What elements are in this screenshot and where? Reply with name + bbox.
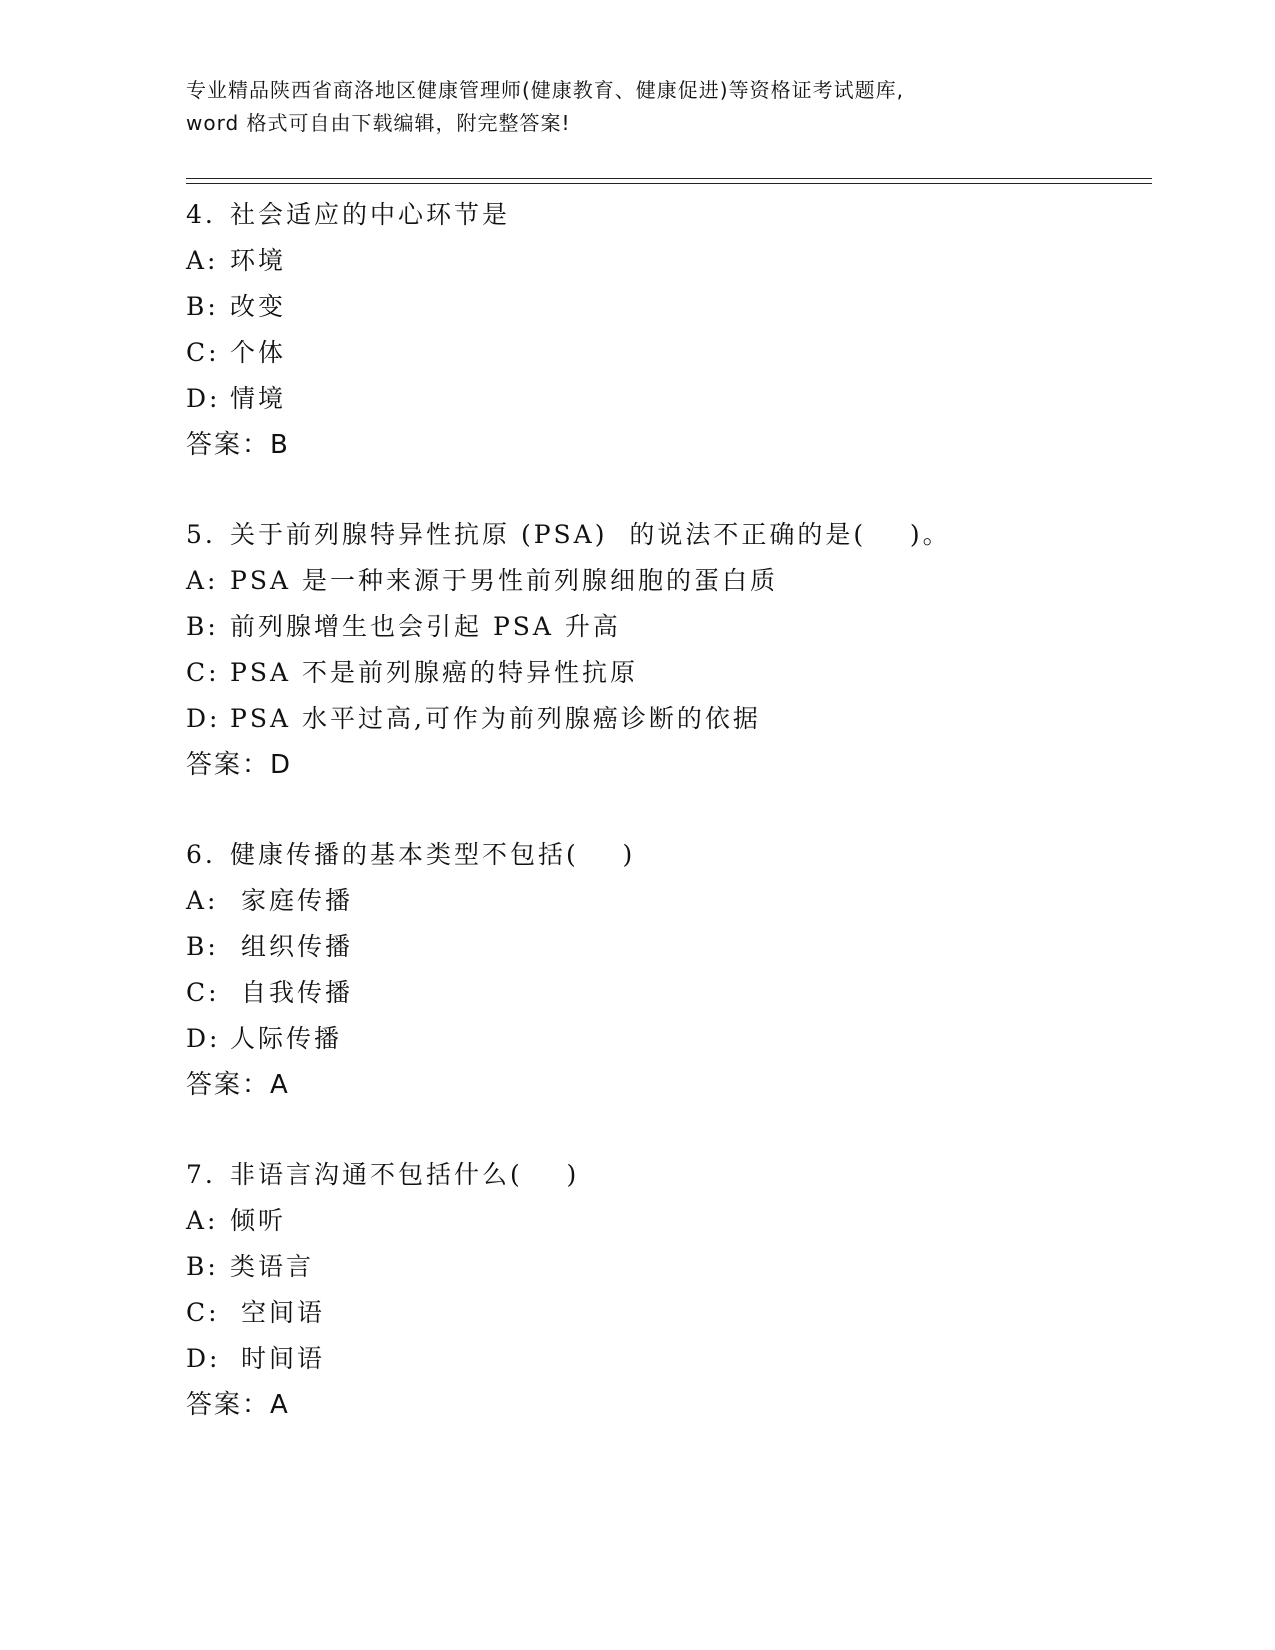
question-item [186,512,1146,788]
header-line-1: 专业精品陕西省商洛地区健康管理师(健康教育、健康促进)等资格证考试题库, [186,78,904,102]
question-item [186,192,1146,468]
option-text: 个体 [230,338,287,367]
question-stem [186,1152,1146,1198]
option-text: PSA 不是前列腺癌的特异性抗原 [230,658,638,687]
question-number: 4. [186,200,216,229]
option-a [186,1198,1146,1244]
option-text: 人际传播 [230,1024,343,1053]
question-text: 社会适应的中心环节是 [230,200,511,229]
option-d [186,1016,1146,1062]
option-a [186,558,1146,604]
option-text: 时间语 [230,1344,325,1373]
option-label: C: [186,658,220,687]
option-label: C: [186,1298,220,1327]
question-stem [186,512,1146,558]
question-item [186,1152,1146,1428]
option-label: B: [186,1252,219,1281]
header-divider-bottom [186,183,1152,184]
option-label: D: [186,384,221,413]
option-text: 前列腺增生也会引起 PSA 升高 [230,612,621,641]
answer-line: 答案：A [186,1070,290,1100]
option-text: 情境 [230,384,287,413]
option-label: B: [186,612,219,641]
option-b [186,924,1146,970]
option-text: 家庭传播 [230,886,353,915]
question-item [186,832,1146,1108]
option-a [186,878,1146,924]
option-label: D: [186,1344,221,1373]
option-label: A: [186,246,219,275]
question-number: 7. [186,1160,216,1189]
document-header [186,74,1086,140]
option-text: 倾听 [230,1206,287,1235]
question-text: 健康传播的基本类型不包括( ) [230,840,636,869]
option-label: C: [186,338,220,367]
option-text: 类语言 [230,1252,315,1281]
option-d [186,376,1146,422]
option-c [186,1290,1146,1336]
question-number: 5. [186,520,216,549]
option-d [186,1336,1146,1382]
question-list [186,192,1146,1472]
option-c [186,330,1146,376]
question-text: 关于前列腺特异性抗原 (PSA) 的说法不正确的是( )。 [230,520,951,549]
option-b [186,604,1146,650]
option-label: D: [186,704,221,733]
option-text: PSA 是一种来源于男性前列腺细胞的蛋白质 [230,566,778,595]
answer-line: 答案：B [186,430,290,460]
option-c [186,970,1146,1016]
option-c [186,650,1146,696]
option-text: 环境 [230,246,287,275]
option-label: C: [186,978,220,1007]
option-a [186,238,1146,284]
option-label: D: [186,1024,221,1053]
option-text: 改变 [230,292,287,321]
question-stem [186,832,1146,878]
option-label: B: [186,292,219,321]
header-line-2: word 格式可自由下载编辑，附完整答案! [186,111,571,135]
option-b [186,284,1146,330]
question-text: 非语言沟通不包括什么( ) [230,1160,580,1189]
option-text: 空间语 [230,1298,325,1327]
option-text: PSA 水平过高,可作为前列腺癌诊断的依据 [230,704,761,733]
option-text: 组织传播 [230,932,353,961]
option-label: B: [186,932,219,961]
option-label: A: [186,566,219,595]
option-label: A: [186,1206,219,1235]
option-label: A: [186,886,219,915]
answer-line: 答案：D [186,750,293,780]
header-divider-top [186,178,1152,179]
answer-line: 答案：A [186,1390,290,1420]
question-stem [186,192,1146,238]
option-d [186,696,1146,742]
option-text: 自我传播 [230,978,353,1007]
question-number: 6. [186,840,216,869]
option-b [186,1244,1146,1290]
